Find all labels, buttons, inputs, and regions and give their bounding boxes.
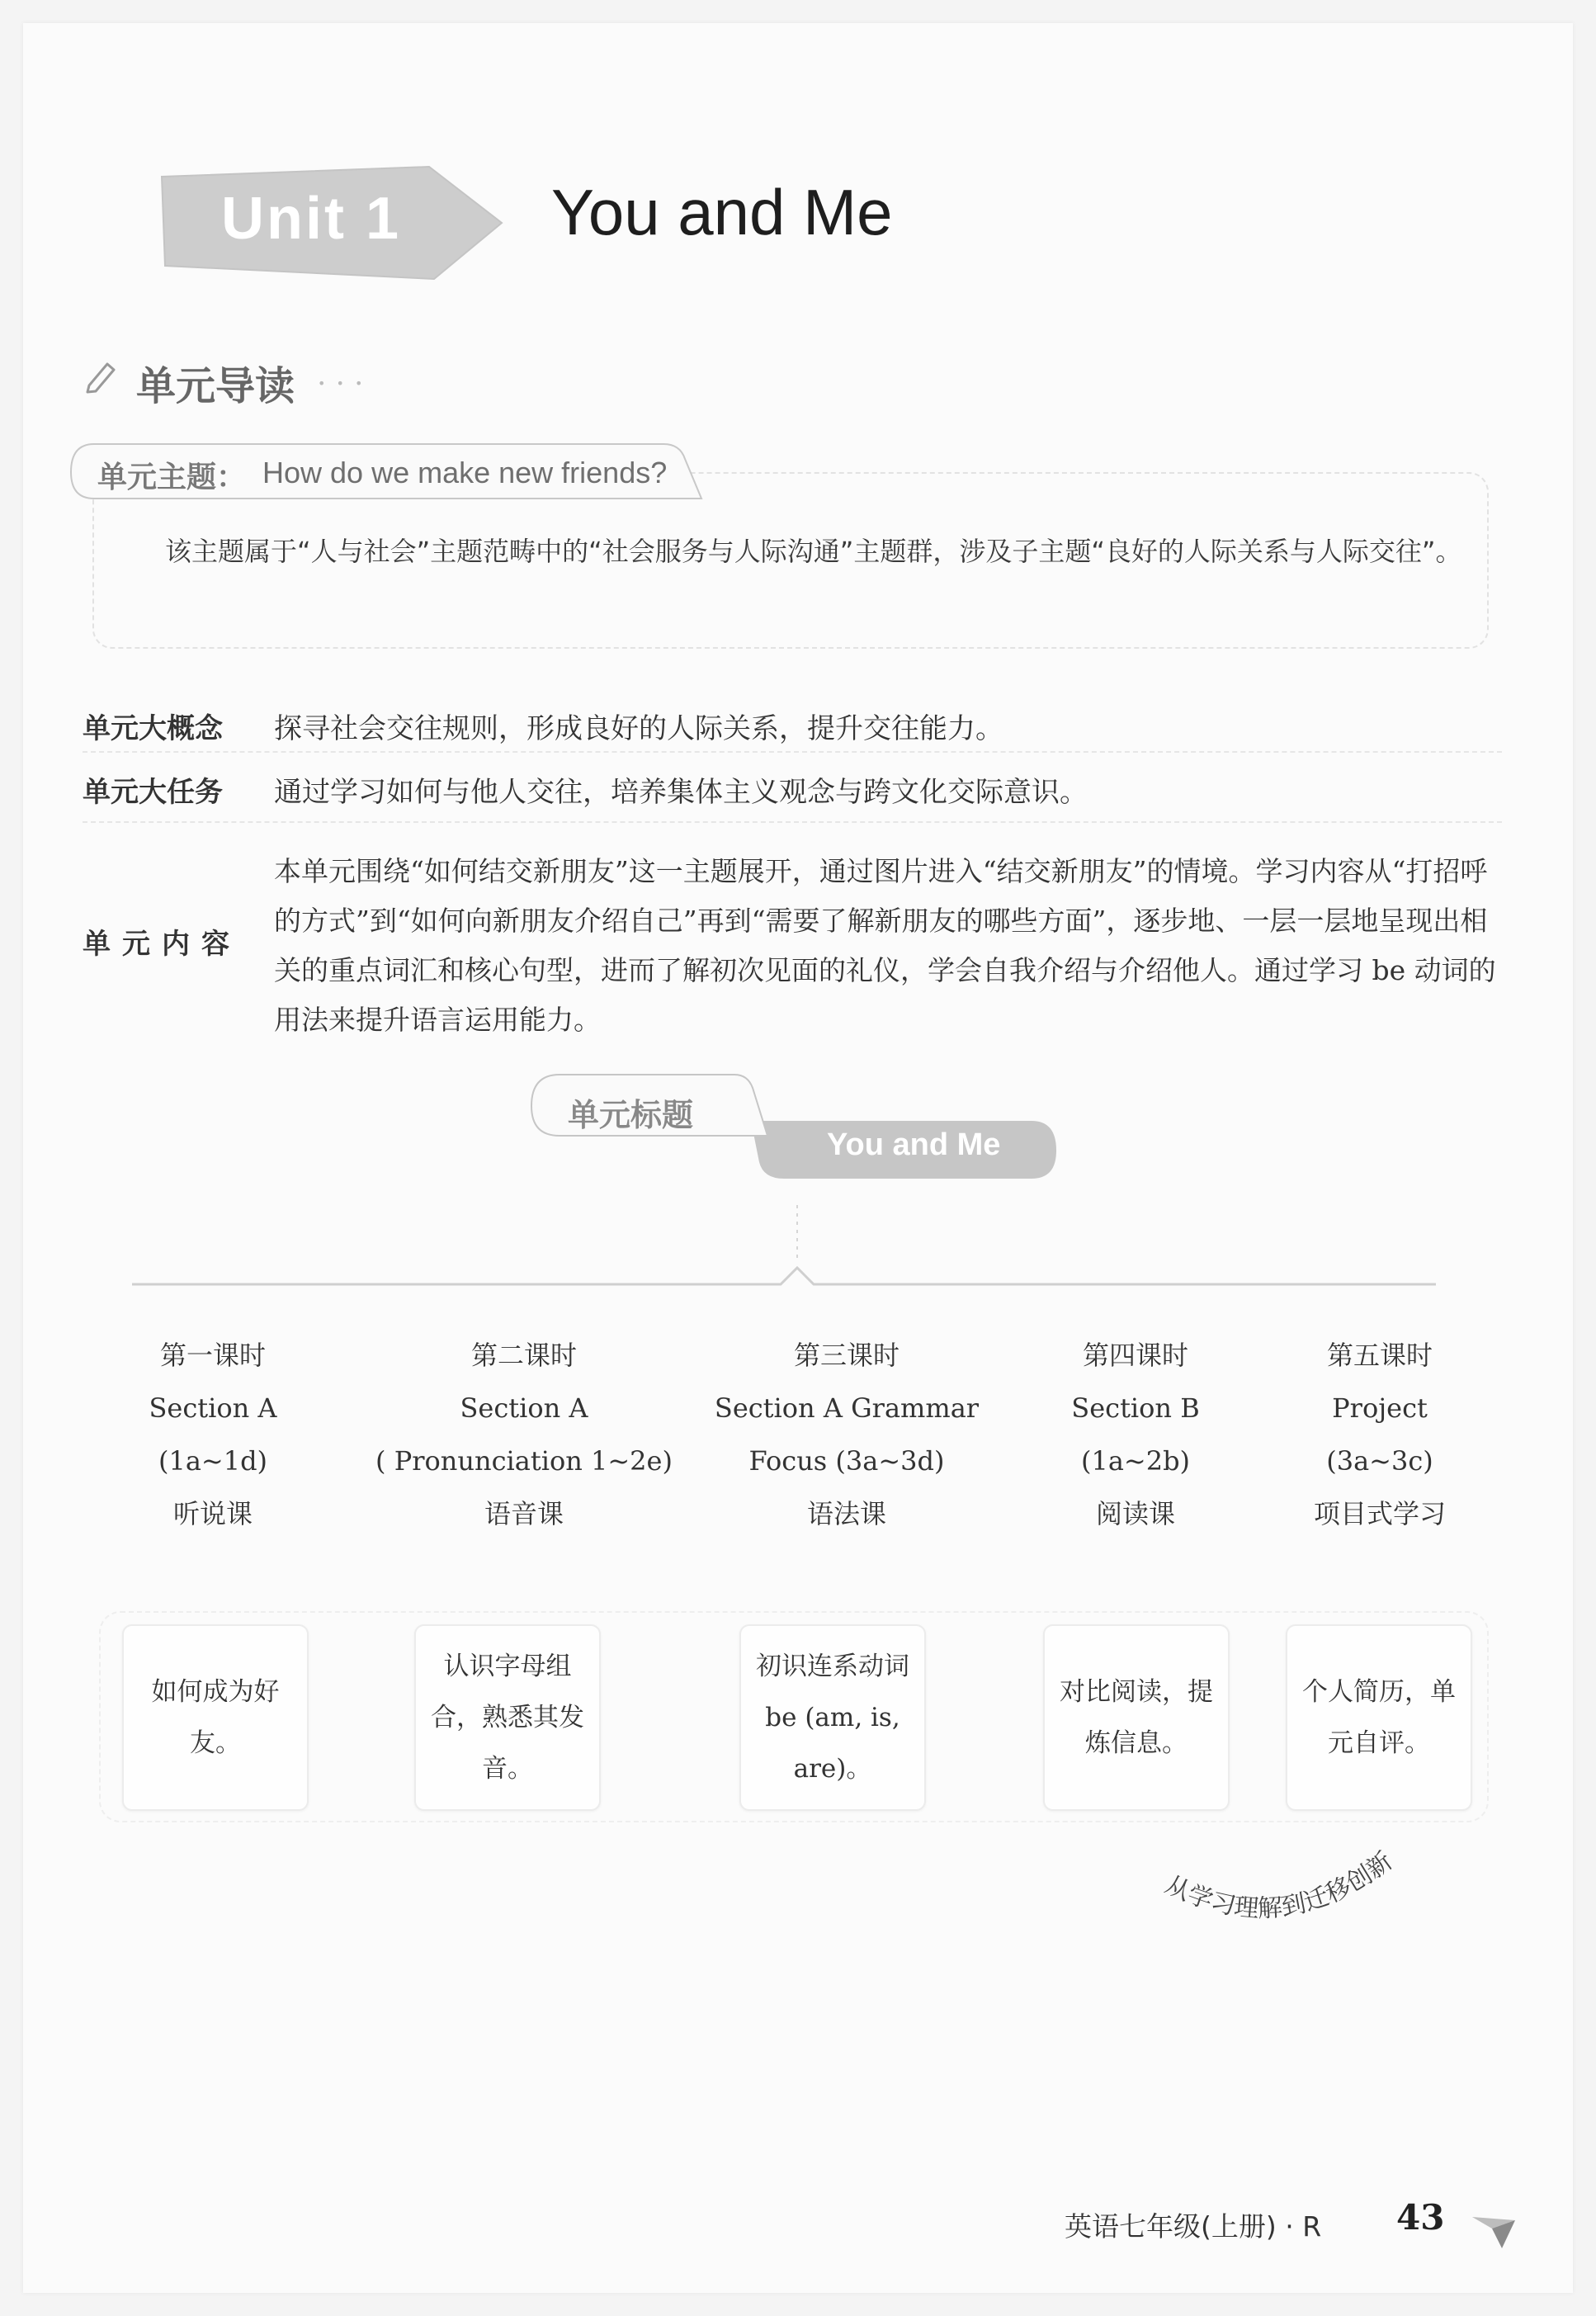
- lesson-period: 第五课时: [1326, 1340, 1433, 1371]
- lesson-section: Section B: [1071, 1392, 1200, 1424]
- unit-badge: [157, 157, 512, 281]
- arc-caption-text: 从学习理解到迁移创新: [1160, 1846, 1399, 1924]
- unit-label: Unit 1: [221, 186, 402, 252]
- divider: [83, 821, 1502, 823]
- goal-text: 初识连系动词be (am, is, are)。: [756, 1652, 909, 1784]
- goal-card-4: [1043, 1624, 1230, 1811]
- lesson-2: [375, 1329, 673, 1540]
- lesson-3: [698, 1329, 995, 1540]
- lesson-type: 听说课: [172, 1498, 253, 1529]
- row-value: 探寻社会交往规则，形成良好的人际关系，提升交往能力。: [274, 712, 1003, 745]
- lesson-range: (1a~1d): [158, 1445, 268, 1477]
- corner-mark-icon: [1469, 2204, 1518, 2253]
- section-heading-dots: • • •: [318, 376, 366, 391]
- lesson-type: 项目式学习: [1313, 1498, 1446, 1529]
- content-value: 本单元围绕“如何结交新朋友”这一主题展开，通过图片进入“结交新朋友”的情境。学习内容从“打招呼的方式”到“如何向新朋友介绍自己”再到“需要了解新朋友的哪些方面”，逐步地、一层一层地呈现出相关的重点词汇和核心句型，进而了解初次见面的礼仪，学会自我介绍与介绍他人。通过学习 be 动词的用法来提升语言运用能力。: [274, 855, 1496, 1036]
- theme-tab: [69, 442, 721, 500]
- content-key: 单元内容: [83, 928, 241, 961]
- section-heading-text: 单元导读: [136, 363, 295, 409]
- theme-value: How do we make new friends?: [262, 456, 668, 489]
- unit-title: You and Me: [551, 176, 893, 248]
- footer-book-title: 英语七年级(上册) · R: [1065, 2210, 1322, 2243]
- lesson-period: 第二课时: [470, 1340, 577, 1371]
- lesson-period: 第一课时: [159, 1340, 266, 1371]
- title-bubble: [528, 1073, 1073, 1189]
- goal-card-1: [122, 1624, 309, 1811]
- lesson-section: Section A: [460, 1392, 588, 1424]
- lesson-range: Focus (3a~3d): [748, 1445, 945, 1477]
- goal-text: 个人简历，单元自评。: [1302, 1677, 1456, 1758]
- tree-connector: [0, 1205, 1596, 1304]
- lesson-period: 第三课时: [793, 1340, 900, 1371]
- title-bubble-value: You and Me: [827, 1127, 1001, 1162]
- pencil-icon: [83, 357, 119, 394]
- title-bubble-key: 单元标题: [568, 1097, 694, 1133]
- row-key: 单元大任务: [83, 776, 223, 809]
- lesson-section: Section A Grammar: [714, 1392, 980, 1424]
- lesson-1: [64, 1329, 361, 1540]
- lesson-range: (3a~3c): [1326, 1445, 1433, 1477]
- lesson-5: [1231, 1329, 1528, 1540]
- arc-caption: [1098, 1799, 1444, 1964]
- lesson-type: 语法课: [806, 1498, 886, 1529]
- divider: [83, 751, 1502, 753]
- theme-key: 单元主题：: [97, 461, 247, 494]
- row-key: 单元大概念: [83, 712, 223, 745]
- lesson-range: (1a~2b): [1080, 1445, 1191, 1477]
- goal-text: 对比阅读，提炼信息。: [1060, 1677, 1213, 1758]
- footer-page-number: 43: [1396, 2197, 1445, 2238]
- lesson-range: ( Pronunciation 1~2e): [375, 1445, 673, 1477]
- goal-card-3: [739, 1624, 926, 1811]
- goal-text: 认识字母组合，熟悉其发音。: [431, 1652, 584, 1784]
- goal-card-5: [1286, 1624, 1472, 1811]
- goal-card-2: [414, 1624, 601, 1811]
- row-value: 通过学习如何与他人交往，培养集体主义观念与跨文化交际意识。: [274, 776, 1088, 809]
- theme-text: 该主题属于“人与社会”主题范畴中的“社会服务与人际沟通”主题群，涉及子主题“良好的人际关系与人际交往”。: [165, 536, 1462, 567]
- lesson-period: 第四课时: [1082, 1340, 1188, 1371]
- lesson-section: Project: [1332, 1392, 1428, 1424]
- goal-text: 如何成为好友。: [151, 1677, 280, 1758]
- lesson-section: Section A: [149, 1392, 277, 1424]
- lesson-type: 阅读课: [1095, 1498, 1175, 1529]
- lesson-type: 语音课: [484, 1498, 564, 1529]
